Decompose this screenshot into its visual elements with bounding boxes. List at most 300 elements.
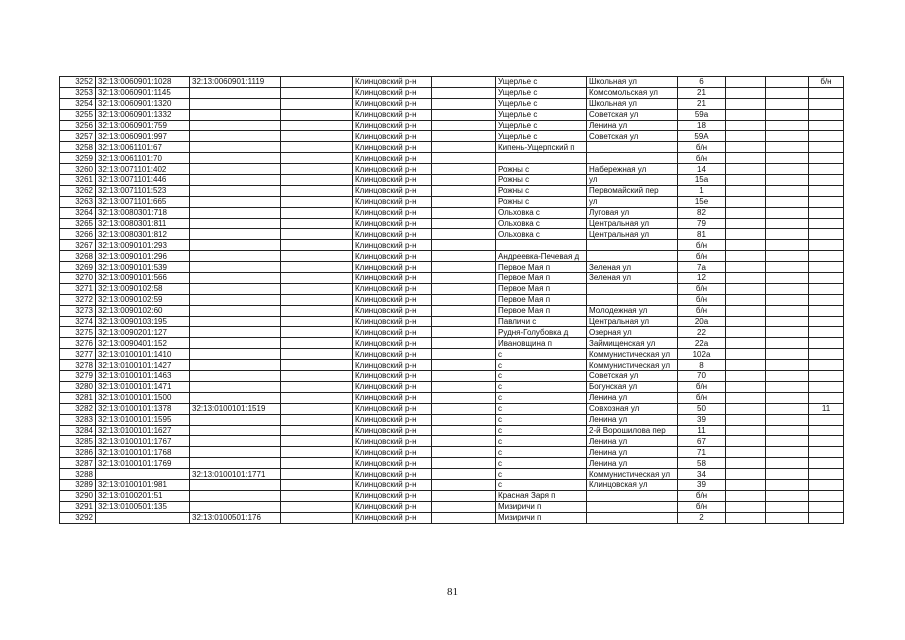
cell-cadastral-number: 32:13:0100101:1627 [96,425,190,436]
table-row [60,262,844,273]
cell-cadastral-number: 32:13:0080301:812 [96,229,190,240]
cell-note [809,142,844,153]
table-row [60,381,844,392]
cell-cadastral-number: 32:13:0100101:1410 [96,349,190,360]
cell-cadastral-number: 32:13:0100101:1595 [96,414,190,425]
cell-house-number: 59а [678,109,726,120]
table-row [60,109,844,120]
cell-blank-col-3 [726,196,766,207]
cell-row-number: 3292 [60,512,96,523]
cell-note [809,479,844,490]
cell-blank-col [281,131,353,142]
cell-blank-col-2 [432,294,496,305]
cell-blank-col-2 [432,283,496,294]
cell-settlement: Рожны с [496,196,587,207]
cell-row-number: 3265 [60,218,96,229]
cell-cadastral-number: 32:13:0060901:759 [96,120,190,131]
cell-blank-col [281,142,353,153]
cell-blank-col-3 [726,240,766,251]
table-row [60,207,844,218]
cell-blank-col-4 [766,360,809,371]
cell-note [809,490,844,501]
cell-note [809,185,844,196]
cell-row-number: 3279 [60,371,96,382]
cell-house-number: б/н [678,283,726,294]
cell-house-number: 22 [678,327,726,338]
cell-settlement: Андреевка-Печевая д [496,251,587,262]
cell-blank-col [281,251,353,262]
cell-linked-cadastral-number [190,142,281,153]
cell-street: Советская ул [587,131,678,142]
cell-house-number: б/н [678,142,726,153]
cell-blank-col-4 [766,338,809,349]
cell-blank-col-3 [726,294,766,305]
cell-district: Клинцовский р-н [353,207,432,218]
cell-blank-col [281,218,353,229]
cell-cadastral-number: 32:13:0060901:997 [96,131,190,142]
cell-cadastral-number: 32:13:0100101:1767 [96,436,190,447]
cell-note [809,120,844,131]
table-row [60,273,844,284]
cell-linked-cadastral-number [190,349,281,360]
cell-settlement: Ущерлье с [496,77,587,88]
cell-blank-col-3 [726,153,766,164]
cell-blank-col-3 [726,77,766,88]
cell-blank-col-2 [432,175,496,186]
cell-district: Клинцовский р-н [353,218,432,229]
cell-linked-cadastral-number [190,414,281,425]
cell-house-number: 82 [678,207,726,218]
cell-blank-col [281,273,353,284]
cell-blank-col-4 [766,120,809,131]
cell-blank-col-4 [766,240,809,251]
cell-street: Школьная ул [587,77,678,88]
cell-street: ул [587,175,678,186]
cell-settlement: с [496,371,587,382]
cell-street: Коммунистическая ул [587,349,678,360]
cell-blank-col-3 [726,381,766,392]
cell-blank-col [281,327,353,338]
table-row [60,196,844,207]
cell-row-number: 3278 [60,360,96,371]
cell-linked-cadastral-number: 32:13:0100101:1519 [190,403,281,414]
table-row [60,414,844,425]
table-row [60,251,844,262]
cell-district: Клинцовский р-н [353,371,432,382]
cell-blank-col-2 [432,458,496,469]
cell-note: б/н [809,77,844,88]
cell-house-number: 70 [678,371,726,382]
cell-settlement: с [496,447,587,458]
cell-cadastral-number: 32:13:0071101:665 [96,196,190,207]
cell-district: Клинцовский р-н [353,436,432,447]
registry-table [59,76,844,524]
cell-street [587,512,678,523]
table-row [60,338,844,349]
cell-note [809,153,844,164]
cell-street [587,142,678,153]
cell-house-number: 22а [678,338,726,349]
cell-blank-col-4 [766,392,809,403]
cell-blank-col-4 [766,185,809,196]
cell-blank-col-4 [766,164,809,175]
cell-blank-col [281,240,353,251]
cell-cadastral-number: 32:13:0080301:718 [96,207,190,218]
cell-blank-col-4 [766,273,809,284]
cell-house-number: 59А [678,131,726,142]
cell-note [809,447,844,458]
cell-blank-col-3 [726,175,766,186]
cell-settlement: Кипень-Ущерпский п [496,142,587,153]
cell-row-number: 3283 [60,414,96,425]
cell-row-number: 3262 [60,185,96,196]
cell-note [809,338,844,349]
cell-settlement: с [496,414,587,425]
table-row [60,349,844,360]
cell-street: Совхозная ул [587,403,678,414]
cell-note [809,273,844,284]
cell-street: Советская ул [587,371,678,382]
cell-blank-col-3 [726,512,766,523]
cell-linked-cadastral-number [190,207,281,218]
cell-blank-col-2 [432,109,496,120]
cell-settlement: с [496,458,587,469]
cell-cadastral-number: 32:13:0090101:539 [96,262,190,273]
cell-note [809,262,844,273]
cell-blank-col-4 [766,371,809,382]
cell-blank-col-2 [432,185,496,196]
cell-settlement: Ольховка с [496,207,587,218]
cell-blank-col-4 [766,490,809,501]
cell-row-number: 3274 [60,316,96,327]
cell-district: Клинцовский р-н [353,77,432,88]
cell-blank-col [281,109,353,120]
cell-house-number: 58 [678,458,726,469]
cell-blank-col-2 [432,469,496,480]
cell-blank-col-3 [726,120,766,131]
cell-settlement [496,153,587,164]
cell-note [809,458,844,469]
cell-blank-col-3 [726,338,766,349]
cell-settlement: с [496,360,587,371]
cell-settlement: Первое Мая п [496,294,587,305]
cell-district: Клинцовский р-н [353,283,432,294]
cell-blank-col-2 [432,87,496,98]
cell-blank-col-4 [766,425,809,436]
cell-blank-col-4 [766,262,809,273]
cell-district: Клинцовский р-н [353,425,432,436]
cell-house-number: б/н [678,251,726,262]
cell-blank-col-3 [726,479,766,490]
cell-cadastral-number: 32:13:0090103:195 [96,316,190,327]
cell-street: Ленина ул [587,447,678,458]
cell-row-number: 3267 [60,240,96,251]
cell-blank-col-3 [726,371,766,382]
cell-row-number: 3268 [60,251,96,262]
cell-blank-col-2 [432,327,496,338]
cell-blank-col-2 [432,490,496,501]
table-row [60,371,844,382]
cell-house-number: б/н [678,153,726,164]
cell-blank-col-4 [766,131,809,142]
cell-house-number: 102а [678,349,726,360]
cell-linked-cadastral-number [190,273,281,284]
cell-blank-col-2 [432,425,496,436]
cell-cadastral-number [96,512,190,523]
cell-blank-col-4 [766,305,809,316]
cell-blank-col-3 [726,447,766,458]
cell-note [809,316,844,327]
cell-settlement: Рожны с [496,164,587,175]
cell-street: Набережная ул [587,164,678,175]
cell-linked-cadastral-number [190,240,281,251]
table-row [60,425,844,436]
cell-note [809,327,844,338]
cell-linked-cadastral-number [190,305,281,316]
cell-street: Богунская ул [587,381,678,392]
cell-cadastral-number: 32:13:0100101:1500 [96,392,190,403]
cell-settlement: Рожны с [496,185,587,196]
cell-cadastral-number: 32:13:0090401:152 [96,338,190,349]
cell-blank-col [281,120,353,131]
cell-blank-col-2 [432,501,496,512]
cell-linked-cadastral-number [190,338,281,349]
cell-district: Клинцовский р-н [353,262,432,273]
cell-blank-col-3 [726,360,766,371]
cell-district: Клинцовский р-н [353,327,432,338]
cell-blank-col-4 [766,294,809,305]
cell-settlement: Ущерлье с [496,98,587,109]
cell-note [809,371,844,382]
cell-district: Клинцовский р-н [353,120,432,131]
cell-blank-col [281,185,353,196]
cell-blank-col-2 [432,512,496,523]
table-row [60,87,844,98]
cell-house-number: 79 [678,218,726,229]
table-row [60,218,844,229]
cell-linked-cadastral-number [190,196,281,207]
cell-cadastral-number: 32:13:0100101:1769 [96,458,190,469]
cell-blank-col-3 [726,109,766,120]
cell-district: Клинцовский р-н [353,273,432,284]
cell-blank-col-4 [766,251,809,262]
table-row [60,403,844,414]
cell-cadastral-number: 32:13:0090201:127 [96,327,190,338]
cell-note [809,501,844,512]
cell-linked-cadastral-number [190,381,281,392]
cell-linked-cadastral-number [190,175,281,186]
cell-blank-col-3 [726,87,766,98]
cell-district: Клинцовский р-н [353,349,432,360]
cell-settlement: Ивановщина п [496,338,587,349]
cell-settlement: с [496,436,587,447]
cell-linked-cadastral-number [190,360,281,371]
cell-row-number: 3275 [60,327,96,338]
cell-note [809,164,844,175]
cell-street [587,283,678,294]
table-row [60,283,844,294]
cell-linked-cadastral-number [190,109,281,120]
cell-settlement: Первое Мая п [496,273,587,284]
table-body [60,77,844,524]
cell-district: Клинцовский р-н [353,458,432,469]
cell-blank-col [281,501,353,512]
cell-row-number: 3253 [60,87,96,98]
cell-blank-col-3 [726,403,766,414]
cell-settlement: Рожны с [496,175,587,186]
cell-blank-col [281,458,353,469]
cell-district: Клинцовский р-н [353,360,432,371]
cell-note [809,436,844,447]
cell-blank-col-4 [766,229,809,240]
cell-note [809,229,844,240]
cell-blank-col [281,469,353,480]
cell-row-number: 3259 [60,153,96,164]
cell-street: Клинцовская ул [587,479,678,490]
cell-cadastral-number: 32:13:0060901:1320 [96,98,190,109]
cell-blank-col [281,512,353,523]
cell-blank-col-3 [726,349,766,360]
cell-blank-col [281,338,353,349]
cell-linked-cadastral-number [190,185,281,196]
cell-cadastral-number: 32:13:0100201:51 [96,490,190,501]
table-row [60,458,844,469]
cell-linked-cadastral-number [190,327,281,338]
cell-district: Клинцовский р-н [353,381,432,392]
cell-blank-col-2 [432,403,496,414]
cell-street [587,490,678,501]
cell-blank-col-2 [432,371,496,382]
cell-blank-col [281,229,353,240]
cell-row-number: 3263 [60,196,96,207]
cell-blank-col-2 [432,479,496,490]
cell-street: Ленина ул [587,414,678,425]
cell-blank-col-3 [726,164,766,175]
cell-street: Центральная ул [587,218,678,229]
table-row [60,360,844,371]
cell-linked-cadastral-number [190,229,281,240]
cell-blank-col [281,262,353,273]
cell-district: Клинцовский р-н [353,240,432,251]
cell-blank-col-3 [726,316,766,327]
cell-house-number: 39 [678,414,726,425]
cell-blank-col-4 [766,381,809,392]
cell-cadastral-number: 32:13:0090101:566 [96,273,190,284]
cell-cadastral-number: 32:13:0060901:1145 [96,87,190,98]
cell-linked-cadastral-number [190,153,281,164]
cell-settlement: Ольховка с [496,229,587,240]
cell-house-number: б/н [678,392,726,403]
cell-linked-cadastral-number [190,87,281,98]
cell-house-number: 39 [678,479,726,490]
cell-street: Центральная ул [587,316,678,327]
cell-blank-col-2 [432,251,496,262]
cell-district: Клинцовский р-н [353,338,432,349]
cell-note [809,283,844,294]
cell-row-number: 3271 [60,283,96,294]
cell-linked-cadastral-number [190,164,281,175]
cell-settlement: Первое Мая п [496,283,587,294]
cell-district: Клинцовский р-н [353,305,432,316]
cell-street: Коммунистическая ул [587,360,678,371]
cell-settlement: Павличи с [496,316,587,327]
cell-blank-col-4 [766,98,809,109]
cell-house-number: б/н [678,381,726,392]
cell-blank-col [281,305,353,316]
cell-note [809,196,844,207]
cell-blank-col-2 [432,414,496,425]
cell-district: Клинцовский р-н [353,501,432,512]
cell-blank-col-2 [432,164,496,175]
cell-district: Клинцовский р-н [353,164,432,175]
cell-cadastral-number: 32:13:0071101:523 [96,185,190,196]
cell-blank-col-2 [432,349,496,360]
cell-blank-col-2 [432,436,496,447]
cell-district: Клинцовский р-н [353,316,432,327]
cell-linked-cadastral-number [190,98,281,109]
table-row [60,501,844,512]
cell-cadastral-number: 32:13:0061101:70 [96,153,190,164]
cell-blank-col-4 [766,414,809,425]
cell-blank-col-3 [726,142,766,153]
cell-district: Клинцовский р-н [353,98,432,109]
cell-settlement: с [496,381,587,392]
cell-house-number: 8 [678,360,726,371]
cell-blank-col-4 [766,458,809,469]
cell-row-number: 3272 [60,294,96,305]
table-row [60,294,844,305]
cell-blank-col-4 [766,142,809,153]
cell-settlement: с [496,403,587,414]
cell-street: Советская ул [587,109,678,120]
cell-blank-col-2 [432,316,496,327]
cell-blank-col-3 [726,458,766,469]
cell-row-number: 3273 [60,305,96,316]
cell-blank-col-4 [766,479,809,490]
cell-linked-cadastral-number: 32:13:0060901:1119 [190,77,281,88]
cell-row-number: 3282 [60,403,96,414]
cell-blank-col-4 [766,436,809,447]
cell-street: Ленина ул [587,458,678,469]
cell-blank-col-3 [726,185,766,196]
table-row [60,447,844,458]
cell-blank-col-3 [726,229,766,240]
cell-district: Клинцовский р-н [353,512,432,523]
cell-blank-col-3 [726,469,766,480]
cell-house-number: 50 [678,403,726,414]
cell-row-number: 3290 [60,490,96,501]
cell-cadastral-number: 32:13:0080301:811 [96,218,190,229]
cell-district: Клинцовский р-н [353,196,432,207]
cell-note: 11 [809,403,844,414]
cell-blank-col-3 [726,425,766,436]
cell-blank-col [281,98,353,109]
cell-street [587,251,678,262]
cell-cadastral-number: 32:13:0090102:58 [96,283,190,294]
cell-house-number: б/н [678,305,726,316]
cell-blank-col-2 [432,305,496,316]
cell-cadastral-number: 32:13:0060901:1332 [96,109,190,120]
cell-district: Клинцовский р-н [353,153,432,164]
cell-blank-col [281,360,353,371]
cell-note [809,360,844,371]
cell-blank-col-3 [726,207,766,218]
cell-blank-col-2 [432,153,496,164]
cell-blank-col-3 [726,414,766,425]
table-row [60,436,844,447]
cell-blank-col-4 [766,316,809,327]
cell-note [809,109,844,120]
